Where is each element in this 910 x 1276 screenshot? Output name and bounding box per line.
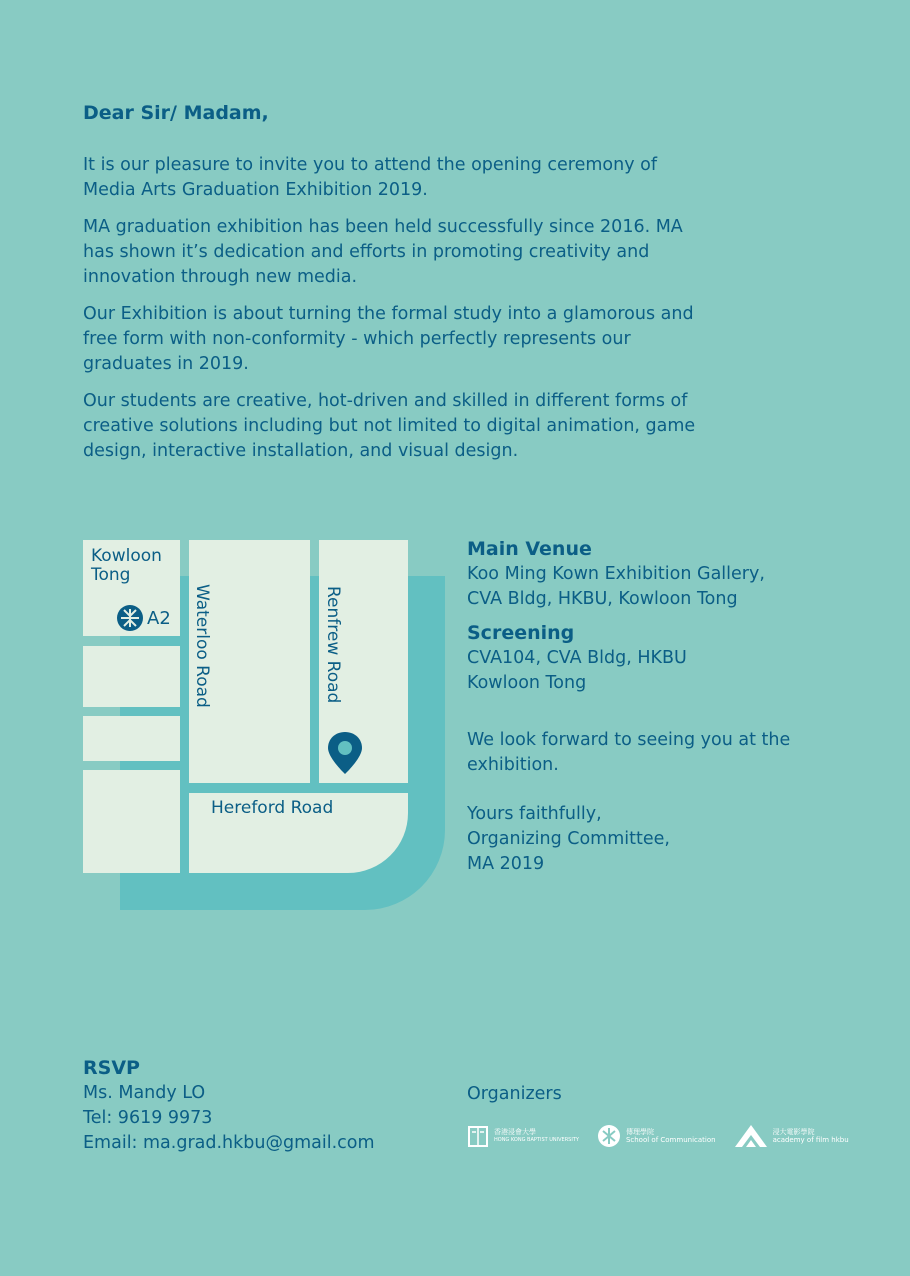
waterloo-road-label: Waterloo Road (192, 584, 212, 708)
logo-text-zh: 浸大電影學院 (772, 1128, 815, 1136)
rsvp-tel: Tel: 9619 9973 (83, 1108, 213, 1128)
venue-info (467, 536, 887, 877)
screening (467, 620, 887, 696)
logo-text-en: School of Communication (625, 1136, 716, 1144)
paragraph: MA graduation exhibition has been held successfully since 2016. MA has shown it’s dedication and efforts in promoting creativity and innovation through new media. (83, 217, 683, 287)
hkbu-book-icon (467, 1124, 489, 1148)
paragraph: Our Exhibition is about turning the formal study into a glamorous and free form with non-conformity - which perfectly represents our graduates in 2019. (83, 304, 694, 374)
school-of-communication-logo (597, 1124, 716, 1148)
rsvp-heading: RSVP (83, 1057, 140, 1079)
organizers-title: Organizers (467, 1084, 562, 1104)
main-venue (467, 536, 887, 612)
address-line: Koo Ming Kown Exhibition Gallery, (467, 564, 765, 584)
renfrew-road-label: Renfrew Road (323, 586, 343, 704)
closing-line: exhibition. (467, 755, 559, 775)
main-venue-heading: Main Venue (467, 538, 592, 560)
signoff-line: Yours faithfully, (467, 804, 602, 824)
organizers-section (467, 1082, 847, 1149)
logo-text-en: academy of film hkbu (772, 1136, 849, 1144)
academy-of-film-logo (734, 1123, 849, 1149)
screening-heading: Screening (467, 622, 575, 644)
greeting: Dear Sir/ Madam, (83, 102, 269, 124)
logo-text-en: HONG KONG BAPTIST UNIVERSITY (494, 1137, 579, 1143)
rsvp-name: Ms. Mandy LO (83, 1083, 206, 1103)
hereford-road-label: Hereford Road (211, 798, 334, 818)
station-label (91, 547, 162, 585)
address-line: Kowloon Tong (467, 673, 587, 693)
organizer-logos (467, 1123, 847, 1149)
rsvp-email: Email: ma.grad.hkbu@gmail.com (83, 1133, 375, 1153)
exit-label: A2 (147, 608, 171, 629)
logo-text-zh: 香港浸會大學 (494, 1128, 536, 1136)
rsvp-section (83, 1055, 375, 1156)
address-line: CVA Bldg, HKBU, Kowloon Tong (467, 589, 738, 609)
closing-line: We look forward to seeing you at the (467, 730, 791, 750)
map-graphic (83, 538, 453, 918)
mtr-logo-icon (117, 605, 143, 631)
film-academy-emblem-icon (734, 1123, 768, 1149)
location-map (83, 538, 453, 918)
paragraph: It is our pleasure to invite you to attend the opening ceremony of Media Arts Graduation Exhibition 2019. (83, 155, 657, 200)
station-label-line: Tong (91, 565, 131, 585)
address-line: CVA104, CVA Bldg, HKBU (467, 648, 687, 668)
signoff-line: Organizing Committee, (467, 829, 670, 849)
soc-emblem-icon (597, 1124, 621, 1148)
block (83, 770, 180, 873)
hkbu-logo (467, 1124, 579, 1148)
block (83, 646, 180, 707)
logo-text-zh: 傳理學院 (625, 1128, 654, 1136)
station-label-line: Kowloon (91, 546, 162, 566)
paragraph: Our students are creative, hot-driven and skilled in different forms of creative solutions including but not limited to digital animation, game design, interactive installation, and visual design. (83, 391, 696, 461)
block (83, 716, 180, 761)
letter-body (83, 153, 703, 476)
signoff-line: MA 2019 (467, 854, 545, 874)
